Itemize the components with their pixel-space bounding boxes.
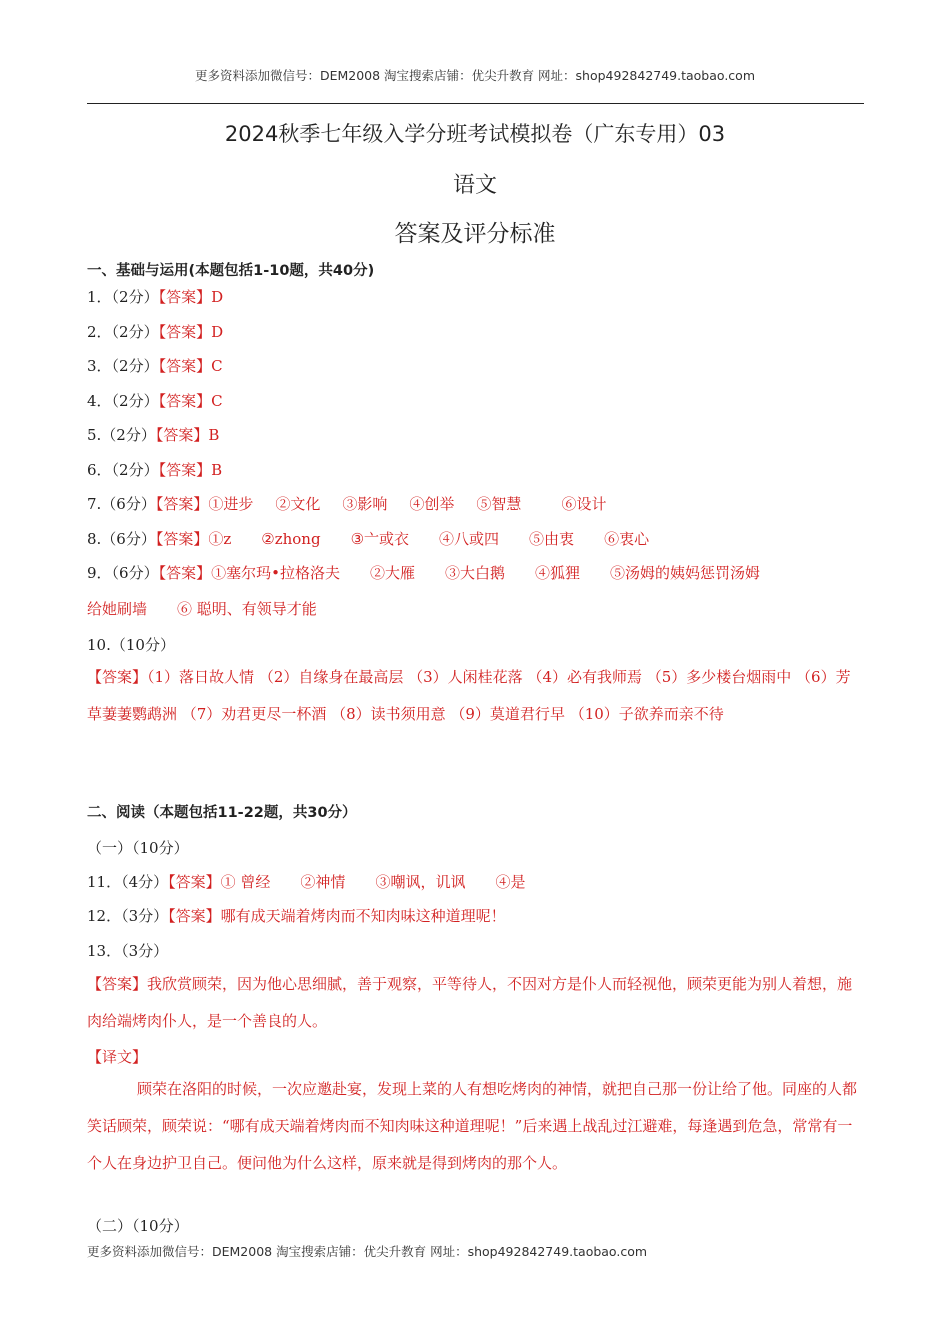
answer-part: ⑥衷心 xyxy=(604,530,650,548)
question-number: 4．（2分） xyxy=(87,392,159,410)
answer-part: 【答案】①塞尔玛•拉格洛夫 xyxy=(158,564,340,582)
answer-part: ③大白鹅 xyxy=(444,564,505,582)
answer-line-q9 xyxy=(87,562,760,583)
question-10-label: 10.（10分） xyxy=(87,636,175,654)
answer-text: 【答案】B xyxy=(158,461,223,479)
answer-line-q11 xyxy=(87,871,525,892)
translation-text: 顾荣在洛阳的时候，一次应邀赴宴，发现上菜的人有想吃烤肉的神情，就把自己那一份让给了他。同座的人都笑话顾荣，顾荣说：“哪有成天端着烤肉而不知肉味这种道理呢！”后来遇上战乱过江避难，每逢遇到危急，常常有一个人在身边护卫自己。便问他为什么这样，原来就是得到烤肉的那个人。 xyxy=(87,1080,858,1172)
question-number: 11．（4分） xyxy=(87,873,169,891)
part-2-heading: （二）（10分） xyxy=(87,1217,189,1235)
answer-line-q12 xyxy=(87,905,506,926)
answer-part: ②神情 xyxy=(300,873,346,891)
question-number: 3．（2分） xyxy=(87,357,159,375)
answer-part: ④狐狸 xyxy=(534,564,580,582)
exam-title: 2024秋季七年级入学分班考试模拟卷（广东专用）03 xyxy=(224,122,726,146)
question-number: 8.（6分） xyxy=(87,530,156,548)
answer-text: 【答案】C xyxy=(158,357,223,375)
answer-text: 【答案】哪有成天端着烤肉而不知肉味这种道理呢！ xyxy=(168,907,506,925)
answer-part: ③嘲讽，讥讽 xyxy=(375,873,466,891)
answer-part: ⑤智慧 xyxy=(476,495,522,513)
header-divider xyxy=(87,103,864,104)
question-number: 5.（2分） xyxy=(87,426,156,444)
answer-part: ⑥ 聪明、有领导才能 xyxy=(177,600,317,618)
answer-q10: 【答案】（1）落日故人情 （2）自缘身在最高层 （3）人闲桂花落 （4）必有我师焉 （5）多少楼台烟雨中 （6）芳草萋萋鹦鹉洲 （7）劝君更尽一杯酒 （8）读书须用意 （9）莫道君行早 （10）子欲养而亲不待 xyxy=(87,668,851,723)
answer-part: ④八或四 xyxy=(439,530,500,548)
answer-part: 给她刷墙 xyxy=(87,600,148,618)
answer-part: ⑤汤姆的姨妈惩罚汤姆 xyxy=(610,564,761,582)
answer-part: ②大雁 xyxy=(369,564,415,582)
answer-text: 【答案】C xyxy=(158,392,223,410)
page-footer: 更多资料添加微信号：DEM2008 淘宝搜索店铺：优尖升教育 网址：shop492842749.taobao.com xyxy=(87,1244,648,1259)
answer-line-q4 xyxy=(87,390,223,411)
answer-line-q7 xyxy=(87,493,606,514)
answer-text: 【答案】D xyxy=(158,323,224,341)
answer-part: ④是 xyxy=(495,873,526,891)
answer-line-q9-cont xyxy=(87,598,317,619)
answer-part: ②文化 xyxy=(275,495,321,513)
answer-text: 【答案】B xyxy=(155,426,220,444)
answer-q13: 【答案】我欣赏顾荣，因为他心思细腻，善于观察，平等待人，不因对方是仆人而轻视他，顾荣更能为别人着想，施肉给端烤肉仆人，是一个善良的人。 xyxy=(87,975,853,1030)
answer-part: 【答案】① 曾经 xyxy=(168,873,271,891)
answer-line-q8 xyxy=(87,528,649,549)
question-number: 12．（3分） xyxy=(87,907,169,925)
answer-part: ⑥设计 xyxy=(561,495,607,513)
answer-part: ③亠或衣 xyxy=(350,530,410,548)
answer-part: ④创举 xyxy=(409,495,455,513)
section-2-heading: 二、阅读（本题包括11-22题，共30分） xyxy=(87,805,357,821)
answer-line-q5 xyxy=(87,424,219,445)
answer-line-q6 xyxy=(87,459,222,480)
question-13-label: 13．（3分） xyxy=(87,942,169,960)
question-number: 9．（6分） xyxy=(87,564,159,582)
answer-line-q3 xyxy=(87,355,223,376)
answer-part: ②zhong xyxy=(261,530,321,548)
answer-line-q1 xyxy=(87,286,223,307)
question-number: 6．（2分） xyxy=(87,461,159,479)
section-1-heading: 一、基础与运用(本题包括1-10题，共40分) xyxy=(87,263,375,279)
translation-label: 【译文】 xyxy=(87,1048,148,1066)
answer-part: ③影响 xyxy=(342,495,388,513)
answer-key-title: 答案及评分标准 xyxy=(394,221,556,247)
question-number: 7.（6分） xyxy=(87,495,156,513)
answer-part: 【答案】①进步 xyxy=(155,495,254,513)
answer-line-q2 xyxy=(87,321,223,342)
part-1-heading: （一）（10分） xyxy=(87,839,189,857)
answer-text: 【答案】D xyxy=(158,288,224,306)
page-header: 更多资料添加微信号：DEM2008 淘宝搜索店铺：优尖升教育 网址：shop492842749.taobao.com xyxy=(194,68,756,83)
answer-part: 【答案】①z xyxy=(155,530,232,548)
answer-part: ⑤由衷 xyxy=(529,530,575,548)
subject-title: 语文 xyxy=(452,173,497,198)
question-number: 2．（2分） xyxy=(87,323,159,341)
question-number: 1．（2分） xyxy=(87,288,159,306)
